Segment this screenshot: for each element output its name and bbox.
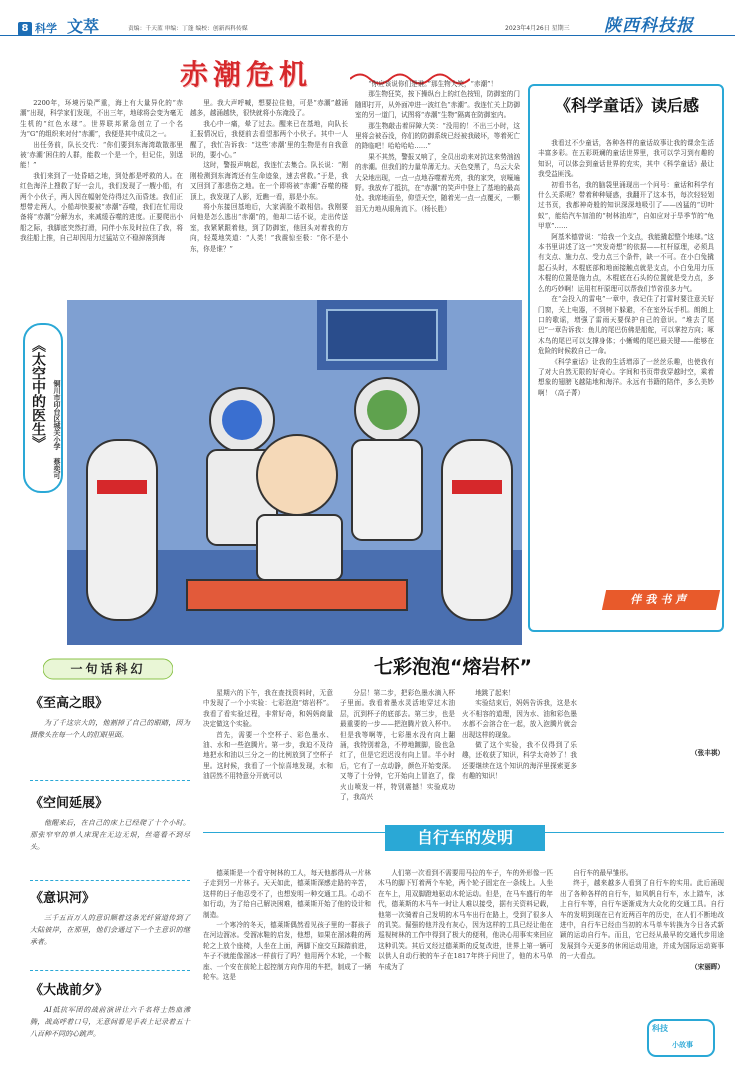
bicycle-author: （宋丽晖） (691, 962, 724, 971)
editor-credits: 责编：千天蓝 审编：丁蓬 编校：创新西科传媒 (128, 26, 248, 32)
quote-text-2: 他醒来后，在自己的床上已经爬了十个小时。那张窄窄的单人床现在无边无垠，丝毫看不到尽头。 (30, 819, 190, 851)
lava-lamp-column-2 (340, 688, 455, 818)
lava-lamp-author: （张丰祺） (691, 749, 724, 757)
bicycle-column-2 (378, 868, 553, 1064)
red-tide-title: 赤潮危机 (180, 58, 313, 91)
paragraph: 我看过不少童话，各种各样的童话故事让我的课余生活丰富多彩。在五彩斑斓的童话世界里，我可以学习到有趣的知识，可以体会到童话世界的充实，其中《科学童话》最让我受益匪浅。 (538, 139, 714, 179)
book-review-text (538, 138, 714, 568)
book-review-title: 《科学童话》读后感 (554, 96, 699, 115)
quote-title-4: 《大战前夕》 (30, 983, 109, 998)
divider (30, 970, 190, 971)
illustration-title: 《太空中的医生》 (30, 338, 46, 450)
bicycle-title: 自行车的发明 (385, 825, 545, 851)
lava-lamp-signature-column (582, 688, 724, 808)
paragraph: 出任务前，队长交代：“你们要到东海湾敢散那里被‘赤潮’困住的人群，能救一个是一个，但记住，别逞能！” (20, 140, 183, 170)
paragraph: 终于，越来越多人看到了自行车的实用。此后涌现出了各种各样的自行车，如风帆自行车，水上踏车，冰上自行车等，自行车逐渐成为大众化的交通工具。自行车的发明到现在已有近两百年的历史，在人们不断地改进中，自行车已经由当初的木马单车转换为今日各式新颖的运动自行车。而且，它已经从最早的交通代步用途发展到今天更多的休闲运动用途，并成为国际运动赛事的一大看点。 (560, 879, 724, 961)
paragraph: 阿基米德曾说：“给我一个支点，我能撬起整个地球。”这本书里讲述了这一“突发奇想”的依据——杠杆原理，必须具有支点、施力点、受力点三个条件，缺一不可。在小白兔撬起石头时，木棍底部和地面接触点就是支点，小白兔用力压木棍的位置是施力点，木棍底在石头的位置就是受力点，多么的巧妙啊！运用杠杆原理可以帮我们节省很多力气。 (538, 232, 714, 293)
quote-text-4: AI抵抗军团的战前演讲让六千名将士热血沸腾，战高呼着口号，无意间看见手表上记录着五十八百种不同的心跳声。 (30, 1006, 190, 1038)
paragraph: “你应该说你们是谁。”那生物大笑，“赤潮”！ (368, 80, 498, 88)
paragraph: 人们第一次看到不需要用马拉的车子，车的外形像一匹木马的脚下钉着两个车轮，两个轮子固定在一条线上。人坐在车上，用双脚蹬地驱动木轮运动。但是，在马车盛行的年代，德莱斯的木马车一时让人难以接受，据有关资料记载，他第一次骑着自己发明的木马车出行在路上，受到了很多人的讥笑。倔强的他并没有灰心，因为这样的工具已经让他在巡视树林的工作中得到了极大的便利，他决心用事实来回应这种讥笑。其后又经过德莱斯的反复改进，世界上第一辆可以供人自动行驶的车子在1817年终于问世了，他的木马单车成为了 (378, 869, 553, 971)
paragraph: 德莱斯是一个看守树林的工人，每天他都得从一片林子走到另一片林子。天天如此，德莱斯深感走路的辛苦，这样的日子他忍受不了，也想发明一种交通工具。心动不如行动，为了给自己解决困难，德莱斯开始了他的设计和制造。 (203, 869, 371, 919)
quote-text-1: 为了千这宗大的，他割掉了自己的眼睛，因为摄像头在每一个人的肛眼里面。 (30, 719, 190, 739)
paragraph: 里。我大声呼喊，想要拉住他，可是“赤潮”越涌越多，越涌越快，很快就将小东淹没了。 (190, 99, 348, 118)
divider (30, 880, 190, 881)
bicycle-column-3 (560, 868, 724, 1038)
paragraph: 《科学童话》让我的生活增添了一丝丝乐趣，也使我有了对大自然无限的好奇心。字间和书页带我穿越时空，乘着想象的翅膀飞越陆地和海洋。永远有书籍的陪伴，多么美妙啊！（高子菁） (538, 357, 714, 397)
section-label: 科学 (35, 22, 57, 35)
divider (30, 780, 190, 781)
paragraph: 我们来到了一处昏暗之地，到处都是呼救的人。在红色海洋上搜救了好一会儿，我们发现了一艘小船，有两个小伙子，两人因在幅射处待得过久而昏迷。我们正想带走两人，小船却快要被“赤潮”吞噬，我们在忙用设备将“赤潮”分解为水，来减缓吞噬的进度。正要爬出小船之际，我脚底突然打滑，同伴小东及时拉住了我，将我往船上推，自己却因用力过猛站立不稳掉落到海 (20, 171, 183, 243)
paragraph: 我心中一痛，晕了过去。醒来已在基地，向队长汇报情况后，我便前去看望那两个小伙子。其中一人醒了，我忙告诉我：“这些‘赤潮’里的生物是有自我意识的，要小心。” (190, 119, 348, 160)
paragraph: 地跳了起来！ (475, 689, 515, 697)
space-doctor-illustration (67, 300, 522, 645)
lava-lamp-title: 七彩泡泡“熔岩杯” (374, 656, 532, 678)
paragraph: 做了这个实验，我不仅得到了乐趣，还收获了知识，科学太奇妙了！我还要继续在这个知识的海洋里探索更多有趣的知识！ (462, 741, 577, 781)
stamp-label-1: 科技 (652, 1024, 668, 1033)
lava-lamp-column-1 (203, 688, 333, 818)
paragraph: 果不其然，警报又响了，全员出动来对抗这来势汹汹的赤潮。但我们的力量单薄无力。天色变黑了，乌云大朵大朵地出现，一点一点地吞噬着光亮，我的家突，哀嚎遍野。我放弃了抵抗，在“赤潮”的笑声中登上了基地的最高处。我席地而坐，仰望天空，随着光一点一点覆灭，一颗泪无力地从眼角流下。（杨长胜） (355, 152, 520, 213)
paragraph: 星期六的下午，我在查找资料时，无意中发现了一个小实验：七彩泡泡“熔岩杯”。我看了看实验过程，非常好奇，和妈妈商量决定做这个实验。 (203, 689, 333, 729)
quotes-header: 一句话科幻 (70, 662, 146, 676)
section-name: 文萃 (67, 17, 100, 36)
red-tide-column-2 (190, 98, 348, 290)
paragraph: 这时，警报声响起，我连忙去集合。队长说：“刚刚检测到东海湾还有生命迹象，速去营救。”于是，我又回到了那悲伤之地。在一个即将被“赤潮”吞噬的楼顶上，我发现了人影，近瞧一看，那是小东。 (190, 161, 348, 201)
red-tide-column-1 (20, 98, 183, 290)
paragraph: 在“会投入的雷电”一章中，我记住了打雷时要注意关好门窗，关上电器，不到树下躲避，不在室外玩手机。朗朗上口的歌谣，增强了雷雨天要保护自己的意识。“堆去了尾巴”一章告诉我：鱼儿的尾巴仿佛是船舵，可以掌控方向；啄木鸟的尾巴可以支撑身体；小蜥蜴的尾巴最关键——能够在危险的时候救自己一命。 (538, 295, 714, 356)
quote-title-1: 《至高之眼》 (30, 696, 109, 711)
quote-title-2: 《空间延展》 (30, 796, 109, 811)
paragraph: 将小东接回基地后，大家满脸不敢相信。我刚要问他是怎么逃出“赤潮”的，他却二话不说，走出传送室，我紧紧跟着他，到了防御室，他回头对着我的方向，轻蔑地笑道：“人类！”我震惊至极：“你不是小东，你是谁？” (190, 203, 348, 253)
quote-text-3: 三千五百万人的意识顺着这条光纤管道传到了大陆彼岸，在那里，他们会通过下一个主意识的继承者。 (30, 914, 190, 946)
paragraph: 那生物敲击着屏障大笑：“没用的！不出三小时，这里将会被吞没，你们的防御系统已经被我破坏，等着死亡的降临吧！哈哈哈哈……” (355, 121, 520, 151)
paragraph: 实验结束后，妈妈告诉我，这是水火不相容的道理，因为水、油和彩色墨水都不会溶合在一起，放入泡腾片就会出现这样的现象。 (462, 699, 577, 739)
red-tide-column-3 (355, 79, 520, 315)
paragraph: 2200年，环境污染严重，海上有大量异化的“赤潮”出现，科学家们发现，不出三年，地球将会变为毫无生机的“红色水球”。世界联邦紧急创立了一个名为“G”的组织来对付“赤潮”，我便是其中成员之一。 (20, 99, 183, 139)
paragraph: 自行车的最早雏形。 (573, 869, 633, 877)
paragraph: 一个寒冷的冬天，德莱斯偶然看见孩子里的一群孩子在河边溜冰。受溜冰鞋的启发，他想，如果在溜冰鞋的两轮之上放个座椅，人坐在上面，两脚下座交互踩踏前进，车子不就能像溜冰一样前行了吗？他用两个木轮，一个鞍座、一个安在前轮上起控制方向作用的车把，制成了一辆轮车。这是 (203, 921, 371, 982)
paragraph: 初看书名，我的脑袋里涌现出一个问号：童话和科学有什么关系呢？带着种种疑惑，我翻开了这本书，每次轻轻划过书页，我都神奇般的知识深深地吸引了——凶猛的“切叶蚁”，能给汽车加油的“树林油库”，自如应对于旱季节的“龟甲草”…… (538, 180, 714, 231)
column-tag: 伴我书声 (602, 590, 720, 610)
page-number: 8 (18, 22, 32, 36)
illustration-author: 铜川市印台区城关小学 蔡奕可 (53, 380, 61, 479)
paper-name: 陕西科技报 (604, 16, 694, 36)
stamp-label-2: 小故事 (672, 1041, 693, 1049)
quote-title-3: 《意识河》 (30, 891, 96, 906)
paragraph: 那生物狂笑，按下操纵台上的红色按钮，防御室的门随即打开，从外面冲进一波红色“赤潮”。我连忙关上防御室的另一道门，试图将“赤潮”生物”隔离在防御室内。 (355, 90, 520, 120)
bicycle-column-1 (203, 868, 371, 1064)
paragraph: 分层！第二步，把彩色墨水滴入杯子里面。我看着墨水灵活地穿过木油层，沉到杯子的底部去。第三步，也是最重要的一步——把泡腾片放入杯中。但是我等啊等，七彩墨水没有向上翻涌，我特别着急，不停地踱脚，脸也急红了，但是它迟迟没有向上冒。半小时后，它有了一点动静，颜色开始变深。又等了十分钟，它开始向上冒泡了，像火山喷发一样，特别震撼！实验成功了，我高兴 (340, 689, 455, 802)
paragraph: 首先，需要一个空杯子、彩色墨水、油、水和一些泡腾片。第一步，我迫不及待地把水和油以三分之一的比例放到了空杯子里。这时候，我看了一个惊喜地发现，水和油居然不用特意分开就可以 (203, 730, 333, 781)
issue-date: 2023年4月26日 星期三 (505, 25, 570, 32)
lava-lamp-column-3 (462, 688, 577, 818)
